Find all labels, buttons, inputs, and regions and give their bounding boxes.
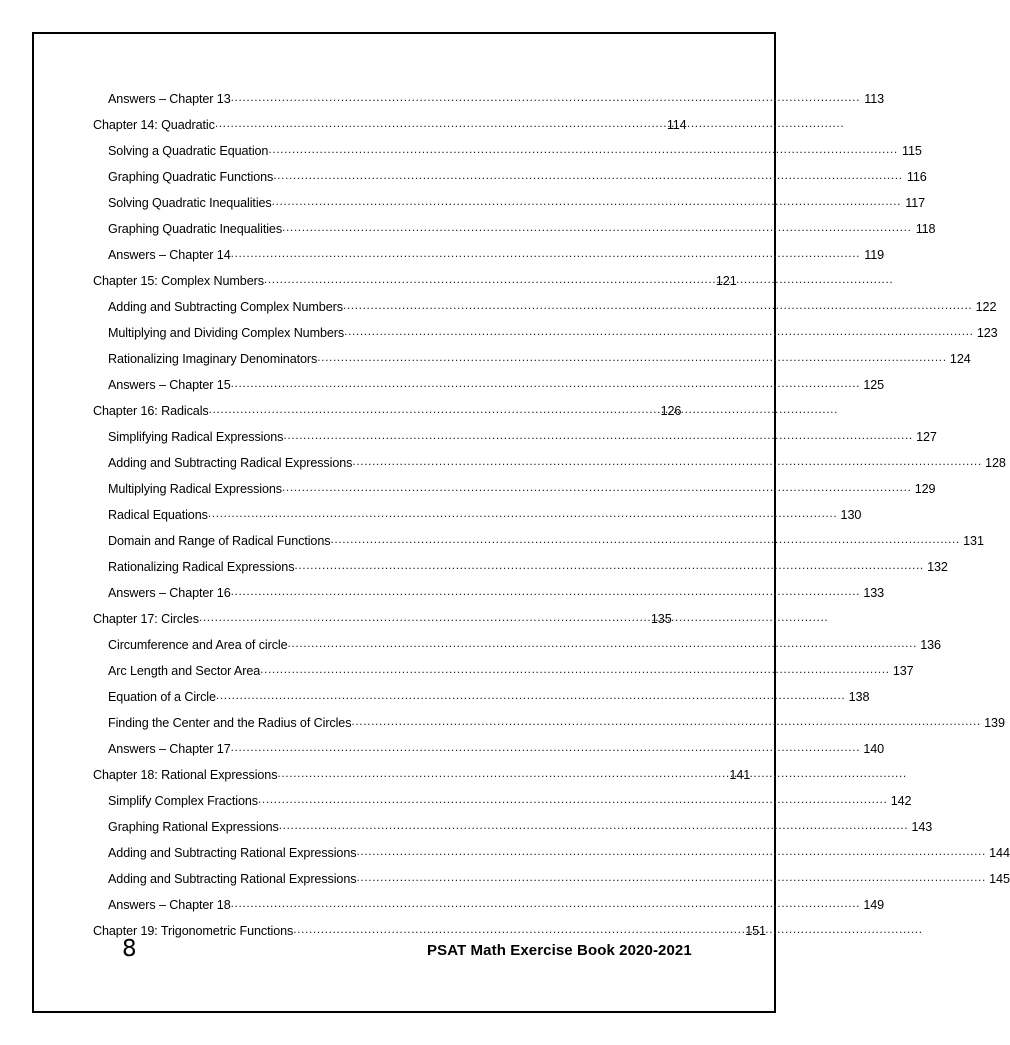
toc-entry-row[interactable]: [93, 502, 862, 528]
toc-dot-leader: [288, 630, 917, 656]
toc-dot-leader: [208, 500, 837, 526]
toc-entry-row[interactable]: [93, 372, 885, 398]
toc-chapter-row[interactable]: [93, 398, 713, 424]
toc-entry-title: Chapter 17: Circles: [93, 612, 199, 626]
toc-entry-title: Answers – Chapter 18: [108, 898, 231, 912]
toc-entry-title: Chapter 15: Complex Numbers: [93, 274, 264, 288]
toc-dot-leader: [231, 370, 860, 396]
toc-entry-row[interactable]: [93, 190, 926, 216]
toc-entry-page-number: 125: [863, 378, 885, 392]
toc-dot-leader: [231, 84, 860, 110]
toc-entry-row[interactable]: [93, 814, 933, 840]
toc-dot-leader: [268, 136, 897, 162]
toc-entry-row[interactable]: [93, 658, 914, 684]
toc-entry-page-number: 144: [989, 846, 1010, 860]
toc-dot-leader: [231, 890, 860, 916]
toc-entry-page-number: 117: [905, 196, 926, 210]
toc-dot-leader: [273, 162, 902, 188]
toc-entry-row[interactable]: [93, 476, 936, 502]
toc-entry-row[interactable]: [93, 346, 971, 372]
page-footer: [34, 934, 778, 994]
footer-book-title: PSAT Math Exercise Book 2020-2021: [427, 942, 692, 959]
toc-entry-title: Graphing Quadratic Functions: [108, 170, 274, 184]
toc-entry-page-number: 136: [920, 638, 941, 652]
toc-entry-title: Domain and Range of Radical Functions: [108, 534, 331, 548]
toc-chapter-row[interactable]: [93, 606, 713, 632]
toc-entry-title: Arc Length and Sector Area: [108, 664, 261, 678]
toc-dot-leader: [283, 422, 912, 448]
toc-dot-leader: [294, 552, 923, 578]
toc-dot-leader: [260, 656, 889, 682]
toc-entry-page-number: 135: [650, 612, 672, 626]
toc-entry-page-number: 138: [848, 690, 870, 704]
toc-dot-leader: [209, 396, 661, 422]
toc-dot-leader: [344, 318, 973, 344]
toc-entry-page-number: 119: [864, 248, 885, 262]
toc-dot-leader: [343, 292, 972, 318]
toc-entry-title: Finding the Center and the Radius of Circles: [108, 716, 352, 730]
toc-entry-title: Solving Quadratic Inequalities: [108, 196, 272, 210]
toc-dot-leader: [264, 266, 716, 292]
toc-entry-row[interactable]: [93, 164, 927, 190]
toc-entry-row[interactable]: [93, 892, 885, 918]
toc-entry-title: Rationalizing Radical Expressions: [108, 560, 295, 574]
toc-entry-title: Chapter 19: Trigonometric Functions: [93, 924, 294, 938]
toc-entry-title: Solving a Quadratic Equation: [108, 144, 269, 158]
toc-entry-page-number: 129: [914, 482, 936, 496]
toc-entry-title: Graphing Quadratic Inequalities: [108, 222, 283, 236]
toc-entry-page-number: 140: [863, 742, 885, 756]
toc-entry-title: Multiplying Radical Expressions: [108, 482, 282, 496]
toc-dot-leader: [272, 188, 901, 214]
toc-entry-row[interactable]: [93, 710, 1005, 736]
toc-entry-row[interactable]: [93, 840, 1010, 866]
toc-dot-leader: [231, 734, 860, 760]
toc-dot-leader: [282, 474, 911, 500]
toc-entry-row[interactable]: [93, 684, 870, 710]
toc-entry-page-number: 142: [890, 794, 912, 808]
toc-entry-title: Rationalizing Imaginary Denominators: [108, 352, 318, 366]
toc-entry-title: Answers – Chapter 17: [108, 742, 231, 756]
toc-entry-page-number: 126: [660, 404, 682, 418]
toc-entry-page-number: 121: [715, 274, 737, 288]
toc-entry-row[interactable]: [93, 580, 885, 606]
toc-entry-page-number: 116: [906, 170, 927, 184]
toc-entry-title: Answers – Chapter 16: [108, 586, 231, 600]
toc-dot-leader: [216, 682, 845, 708]
toc-entry-page-number: 139: [984, 716, 1005, 730]
toc-dot-leader: [282, 214, 911, 240]
toc-entry-title: Equation of a Circle: [108, 690, 216, 704]
toc-dot-leader: [258, 786, 887, 812]
toc-entry-page-number: 115: [901, 144, 922, 158]
toc-entry-title: Simplifying Radical Expressions: [108, 430, 284, 444]
toc-entry-row[interactable]: [93, 138, 922, 164]
toc-dot-leader: [351, 708, 980, 734]
toc-entry-page-number: 130: [840, 508, 862, 522]
toc-entry-page-number: 132: [927, 560, 948, 574]
toc-dot-leader: [231, 240, 860, 266]
toc-entry-title: Adding and Subtracting Complex Numbers: [108, 300, 343, 314]
toc-entry-page-number: 127: [916, 430, 937, 444]
toc-entry-page-number: 113: [864, 92, 885, 106]
toc-dot-leader: [279, 812, 908, 838]
footer-page-number: 8: [122, 936, 137, 962]
toc-dot-leader: [356, 864, 985, 890]
toc-entry-page-number: 137: [892, 664, 914, 678]
toc-dot-leader: [199, 604, 651, 630]
toc-chapter-row[interactable]: [93, 762, 751, 788]
toc-entry-row[interactable]: [93, 242, 885, 268]
toc-entry-page-number: 133: [863, 586, 885, 600]
toc-entry-page-number: 131: [963, 534, 984, 548]
toc-dot-leader: [231, 578, 860, 604]
toc-dot-leader: [215, 110, 667, 136]
toc-entry-title: Graphing Rational Expressions: [108, 820, 279, 834]
table-of-contents-list: [93, 86, 1010, 944]
toc-entry-title: Radical Equations: [108, 508, 208, 522]
toc-entry-title: Chapter 18: Rational Expressions: [93, 768, 278, 782]
toc-entry-page-number: 118: [915, 222, 936, 236]
toc-entry-title: Multiplying and Dividing Complex Numbers: [108, 326, 345, 340]
toc-dot-leader: [277, 760, 729, 786]
toc-entry-row[interactable]: [93, 294, 997, 320]
toc-entry-row[interactable]: [93, 632, 941, 658]
toc-entry-title: Answers – Chapter 15: [108, 378, 231, 392]
toc-entry-title: Adding and Subtracting Rational Expressions: [108, 846, 357, 860]
toc-entry-row[interactable]: [93, 424, 937, 450]
toc-entry-title: Answers – Chapter 14: [108, 248, 231, 262]
toc-entry-page-number: 151: [745, 924, 766, 938]
toc-chapter-row[interactable]: [93, 268, 737, 294]
toc-entry-row[interactable]: [93, 736, 885, 762]
toc-entry-row[interactable]: [93, 216, 936, 242]
toc-entry-page-number: 128: [985, 456, 1006, 470]
toc-entry-page-number: 123: [976, 326, 998, 340]
toc-entry-page-number: 143: [911, 820, 933, 834]
toc-dot-leader: [356, 838, 985, 864]
toc-entry-title: Adding and Subtracting Radical Expressions: [108, 456, 353, 470]
toc-entry-title: Answers – Chapter 13: [108, 92, 231, 106]
toc-entry-row[interactable]: [93, 788, 912, 814]
toc-entry-page-number: 141: [729, 768, 751, 782]
toc-entry-row[interactable]: [93, 450, 1006, 476]
toc-entry-row[interactable]: [93, 86, 885, 112]
toc-entry-row[interactable]: [93, 866, 1010, 892]
toc-entry-page-number: 145: [989, 872, 1010, 886]
toc-entry-page-number: 114: [666, 118, 687, 132]
toc-entry-row[interactable]: [93, 554, 948, 580]
toc-dot-leader: [330, 526, 959, 552]
toc-chapter-row[interactable]: [93, 112, 713, 138]
document-page: [32, 32, 1010, 1013]
toc-entry-title: Simplify Complex Fractions: [108, 794, 258, 808]
toc-entry-title: Chapter 14: Quadratic: [93, 118, 215, 132]
toc-entry-row[interactable]: [93, 528, 984, 554]
toc-entry-title: Chapter 16: Radicals: [93, 404, 209, 418]
toc-entry-row[interactable]: [93, 320, 998, 346]
toc-dot-leader: [352, 448, 981, 474]
toc-entry-title: Adding and Subtracting Rational Expressions: [108, 872, 357, 886]
toc-entry-page-number: 149: [863, 898, 885, 912]
toc-entry-title: Circumference and Area of circle: [108, 638, 288, 652]
toc-dot-leader: [317, 344, 946, 370]
toc-entry-page-number: 122: [975, 300, 997, 314]
toc-entry-page-number: 124: [949, 352, 971, 366]
